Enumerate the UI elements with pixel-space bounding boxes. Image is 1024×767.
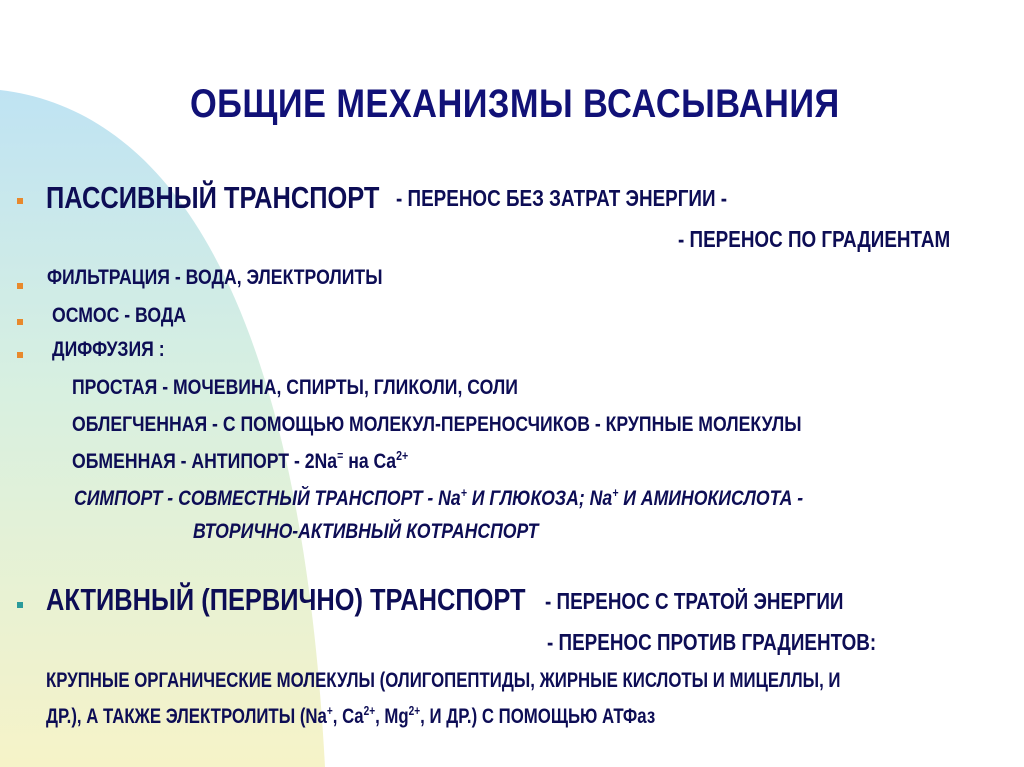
active-desc-2: - ПЕРЕНОС ПРОТИВ ГРАДИЕНТОВ: xyxy=(547,629,877,655)
active-desc-1: - ПЕРЕНОС С ТРАТОЙ ЭНЕРГИИ xyxy=(545,588,844,614)
slide-title: ОБЩИЕ МЕХАНИЗМЫ ВСАСЫВАНИЯ xyxy=(190,82,840,126)
exchange-text-a: ОБМЕННАЯ - АНТИПОРТ - 2Na xyxy=(72,450,338,473)
diffusion-heading: ДИФФУЗИЯ : xyxy=(52,338,165,361)
passive-transport-heading: ПАССИВНЫЙ ТРАНСПОРТ xyxy=(46,180,380,215)
diffusion-simple: ПРОСТАЯ - МОЧЕВИНА, СПИРТЫ, ГЛИКОЛИ, СОЛИ xyxy=(72,376,518,399)
diffusion-facilitated: ОБЛЕГЧЕННАЯ - С ПОМОЩЬЮ МОЛЕКУЛ-ПЕРЕНОСЧИКОВ - КРУПНЫЕ МОЛЕКУЛЫ xyxy=(72,413,802,436)
symport-sup-1: + xyxy=(460,486,467,500)
symport-text-c: И АМИНОКИСЛОТА - xyxy=(618,487,804,510)
active-line2-text-c: , Mg xyxy=(375,705,409,728)
bullet-filtration xyxy=(17,283,23,289)
symport-line-2: ВТОРИЧНО-АКТИВНЫЙ КОТРАНСПОРТ xyxy=(193,520,539,543)
bullet-passive xyxy=(17,198,23,204)
active-line2-text-b: , Ca xyxy=(332,705,364,728)
symport-text-a: СИМПОРТ - СОВМЕСТНЫЙ ТРАНСПОРТ - Na xyxy=(74,487,461,510)
passive-desc-2: - ПЕРЕНОС ПО ГРАДИЕНТАМ xyxy=(678,226,951,252)
diffusion-symport xyxy=(74,487,803,511)
symport-sup-2: + xyxy=(612,486,619,500)
bullet-osmosis xyxy=(17,319,23,325)
active-line2-sup-2: 2+ xyxy=(363,704,376,718)
active-transport-heading: АКТИВНЫЙ (ПЕРВИЧНО) ТРАНСПОРТ xyxy=(46,582,526,617)
diffusion-exchange xyxy=(72,450,408,474)
active-transport-line xyxy=(46,582,631,618)
osmosis-item: ОСМОС - ВОДА xyxy=(52,304,187,327)
symport-text-b: И ГЛЮКОЗА; Na xyxy=(466,487,613,510)
passive-transport-line xyxy=(46,180,453,216)
exchange-sup-2: 2+ xyxy=(396,449,409,463)
exchange-sup-1: = xyxy=(337,449,344,463)
bullet-diffusion xyxy=(17,352,23,358)
bullet-active xyxy=(17,602,23,608)
active-line2-sup-1: + xyxy=(326,704,333,718)
active-line-2 xyxy=(46,705,655,729)
active-line-1: КРУПНЫЕ ОРГАНИЧЕСКИЕ МОЛЕКУЛЫ (ОЛИГОПЕПТИДЫ, ЖИРНЫЕ КИСЛОТЫ И МИЦЕЛЛЫ, И xyxy=(46,669,841,692)
active-line2-text-a: ДР.), А ТАКЖЕ ЭЛЕКТРОЛИТЫ (Na xyxy=(46,705,327,728)
passive-desc-1: - ПЕРЕНОС БЕЗ ЗАТРАТ ЭНЕРГИИ - xyxy=(396,185,728,211)
filtration-item: ФИЛЬТРАЦИЯ - ВОДА, ЭЛЕКТРОЛИТЫ xyxy=(47,266,383,289)
active-line2-sup-3: 2+ xyxy=(408,704,421,718)
exchange-text-b: на Ca xyxy=(343,450,397,473)
active-line2-text-d: , И ДР.) С ПОМОЩЬЮ АТФаз xyxy=(420,705,656,728)
